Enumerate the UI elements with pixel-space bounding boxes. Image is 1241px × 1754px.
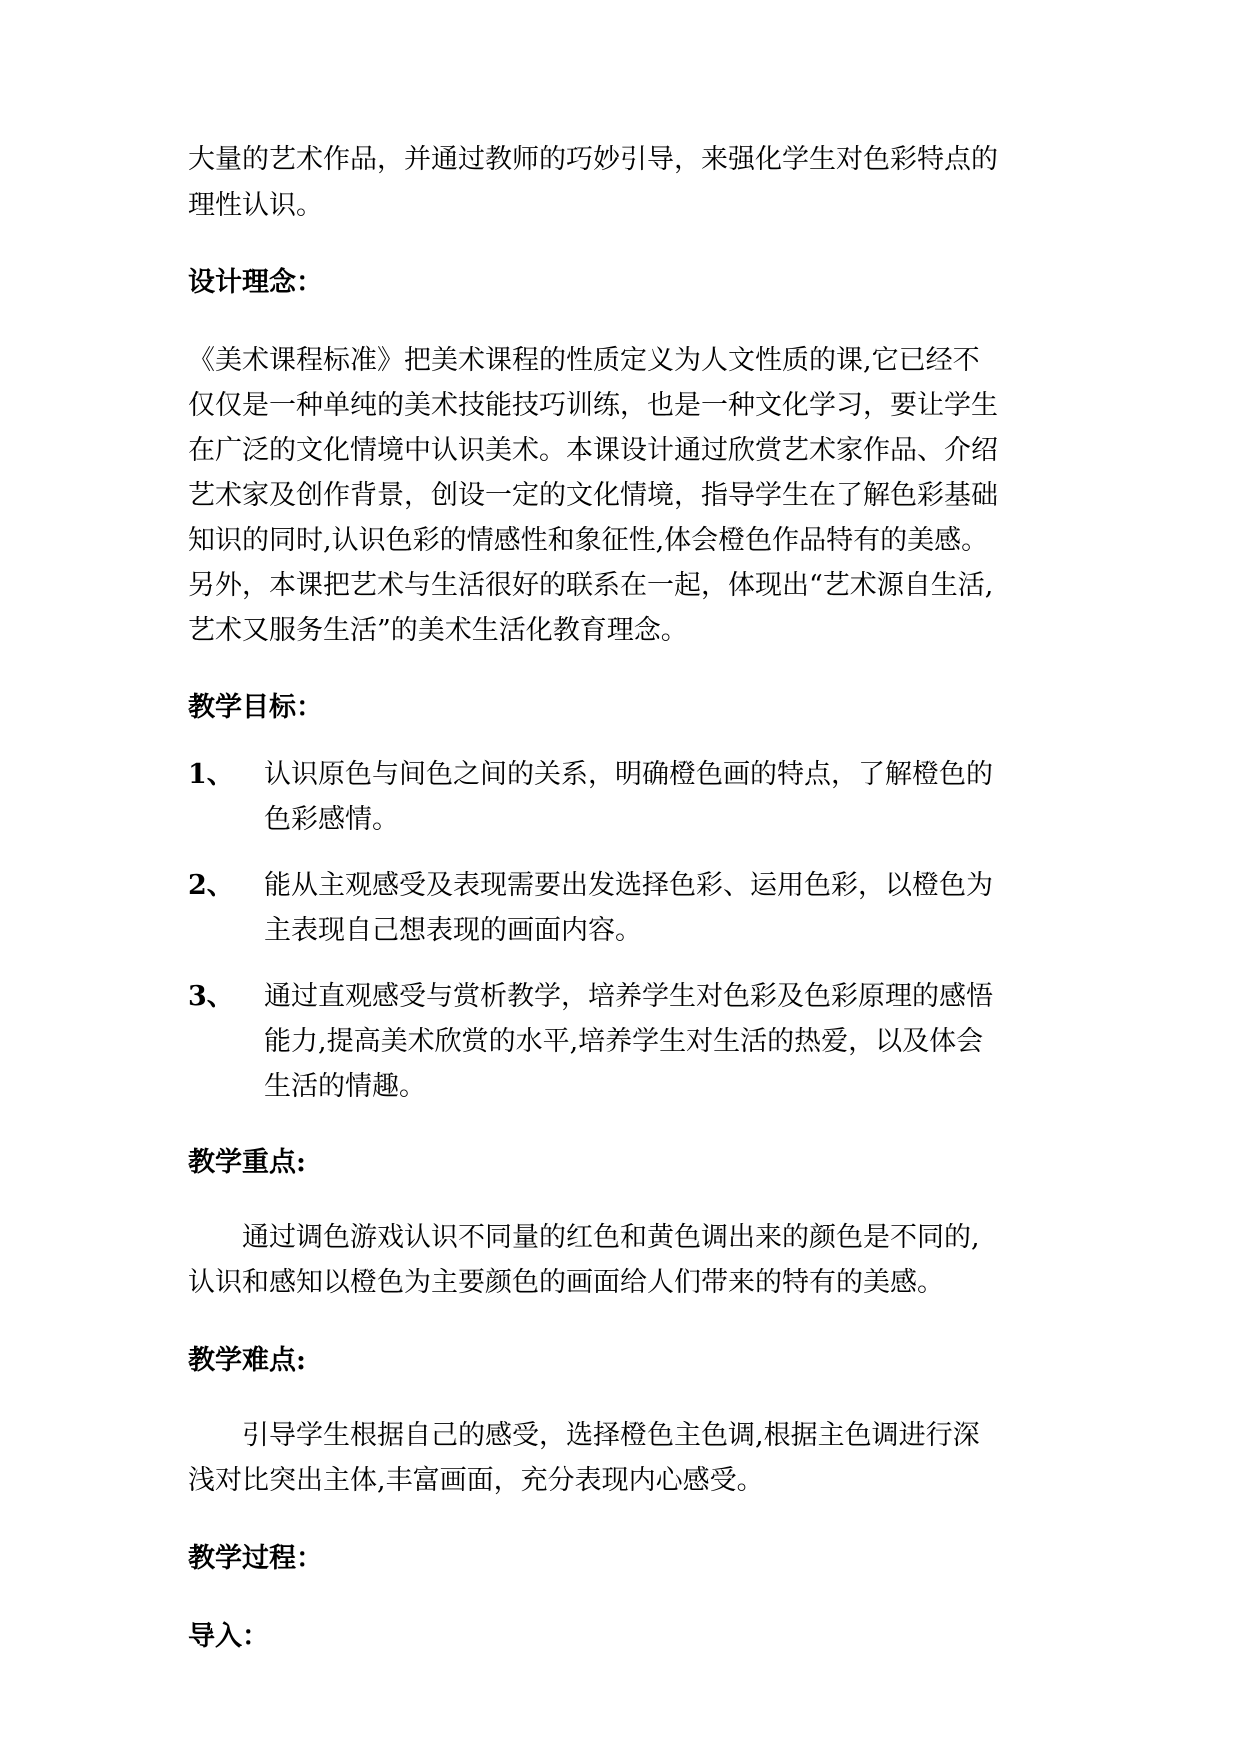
goal-1-line-1: 认识原色与间色之间的关系，明确橙色画的特点，了解橙色的 bbox=[264, 759, 993, 790]
goal-1-number: 1、 bbox=[188, 759, 234, 790]
key-points-line-2: 认识和感知以橙色为主要颜色的画面给人们带来的特有的美感。 bbox=[188, 1267, 944, 1298]
key-points-line-1: 通过调色游戏认识不同量的红色和黄色调出来的颜色是不同的, bbox=[242, 1222, 980, 1253]
goal-3-line-1: 通过直观感受与赏析教学，培养学生对色彩及色彩原理的感悟 bbox=[264, 981, 993, 1012]
intro-line-2: 理性认识。 bbox=[188, 190, 323, 221]
design-concept-line-2: 仅仅是一种单纯的美术技能技巧训练，也是一种文化学习，要让学生 bbox=[188, 390, 998, 421]
difficulties-heading: 教学难点: bbox=[188, 1345, 306, 1376]
goal-2-line-1: 能从主观感受及表现需要出发选择色彩、运用色彩，以橙色为 bbox=[264, 870, 993, 901]
goal-1-line-2: 色彩感情。 bbox=[264, 804, 399, 835]
design-concept-line-1: 《美术课程标准》把美术课程的性质定义为人文性质的课,它已经不 bbox=[188, 345, 980, 376]
design-concept-line-5: 知识的同时,认识色彩的情感性和象征性,体会橙色作品特有的美感。 bbox=[188, 525, 989, 556]
goal-3-number: 3、 bbox=[188, 981, 234, 1012]
goal-3-line-3: 生活的情趣。 bbox=[264, 1071, 426, 1102]
process-heading: 教学过程： bbox=[188, 1543, 323, 1574]
goal-2-line-2: 主表现自己想表现的画面内容。 bbox=[264, 915, 642, 946]
teaching-goals-heading: 教学目标： bbox=[188, 692, 323, 723]
design-concept-line-3: 在广泛的文化情境中认识美术。本课设计通过欣赏艺术家作品、介绍 bbox=[188, 435, 998, 466]
goal-2-number: 2、 bbox=[188, 870, 234, 901]
goal-3-line-2: 能力,提高美术欣赏的水平,培养学生对生活的热爱，以及体会 bbox=[264, 1026, 984, 1057]
intro-line-1: 大量的艺术作品，并通过教师的巧妙引导，来强化学生对色彩特点的 bbox=[188, 144, 998, 175]
key-points-heading: 教学重点: bbox=[188, 1147, 306, 1178]
design-concept-line-6: 另外，本课把艺术与生活很好的联系在一起，体现出“艺术源自生活, bbox=[188, 570, 994, 601]
process-intro-heading: 导入： bbox=[188, 1621, 269, 1652]
design-concept-line-4: 艺术家及创作背景，创设一定的文化情境，指导学生在了解色彩基础 bbox=[188, 480, 998, 511]
design-concept-heading: 设计理念： bbox=[188, 267, 323, 298]
design-concept-line-7: 艺术又服务生活”的美术生活化教育理念。 bbox=[188, 615, 688, 646]
difficulties-line-2: 浅对比突出主体,丰富画面，充分表现内心感受。 bbox=[188, 1465, 764, 1496]
difficulties-line-1: 引导学生根据自己的感受，选择橙色主色调,根据主色调进行深 bbox=[242, 1420, 980, 1451]
